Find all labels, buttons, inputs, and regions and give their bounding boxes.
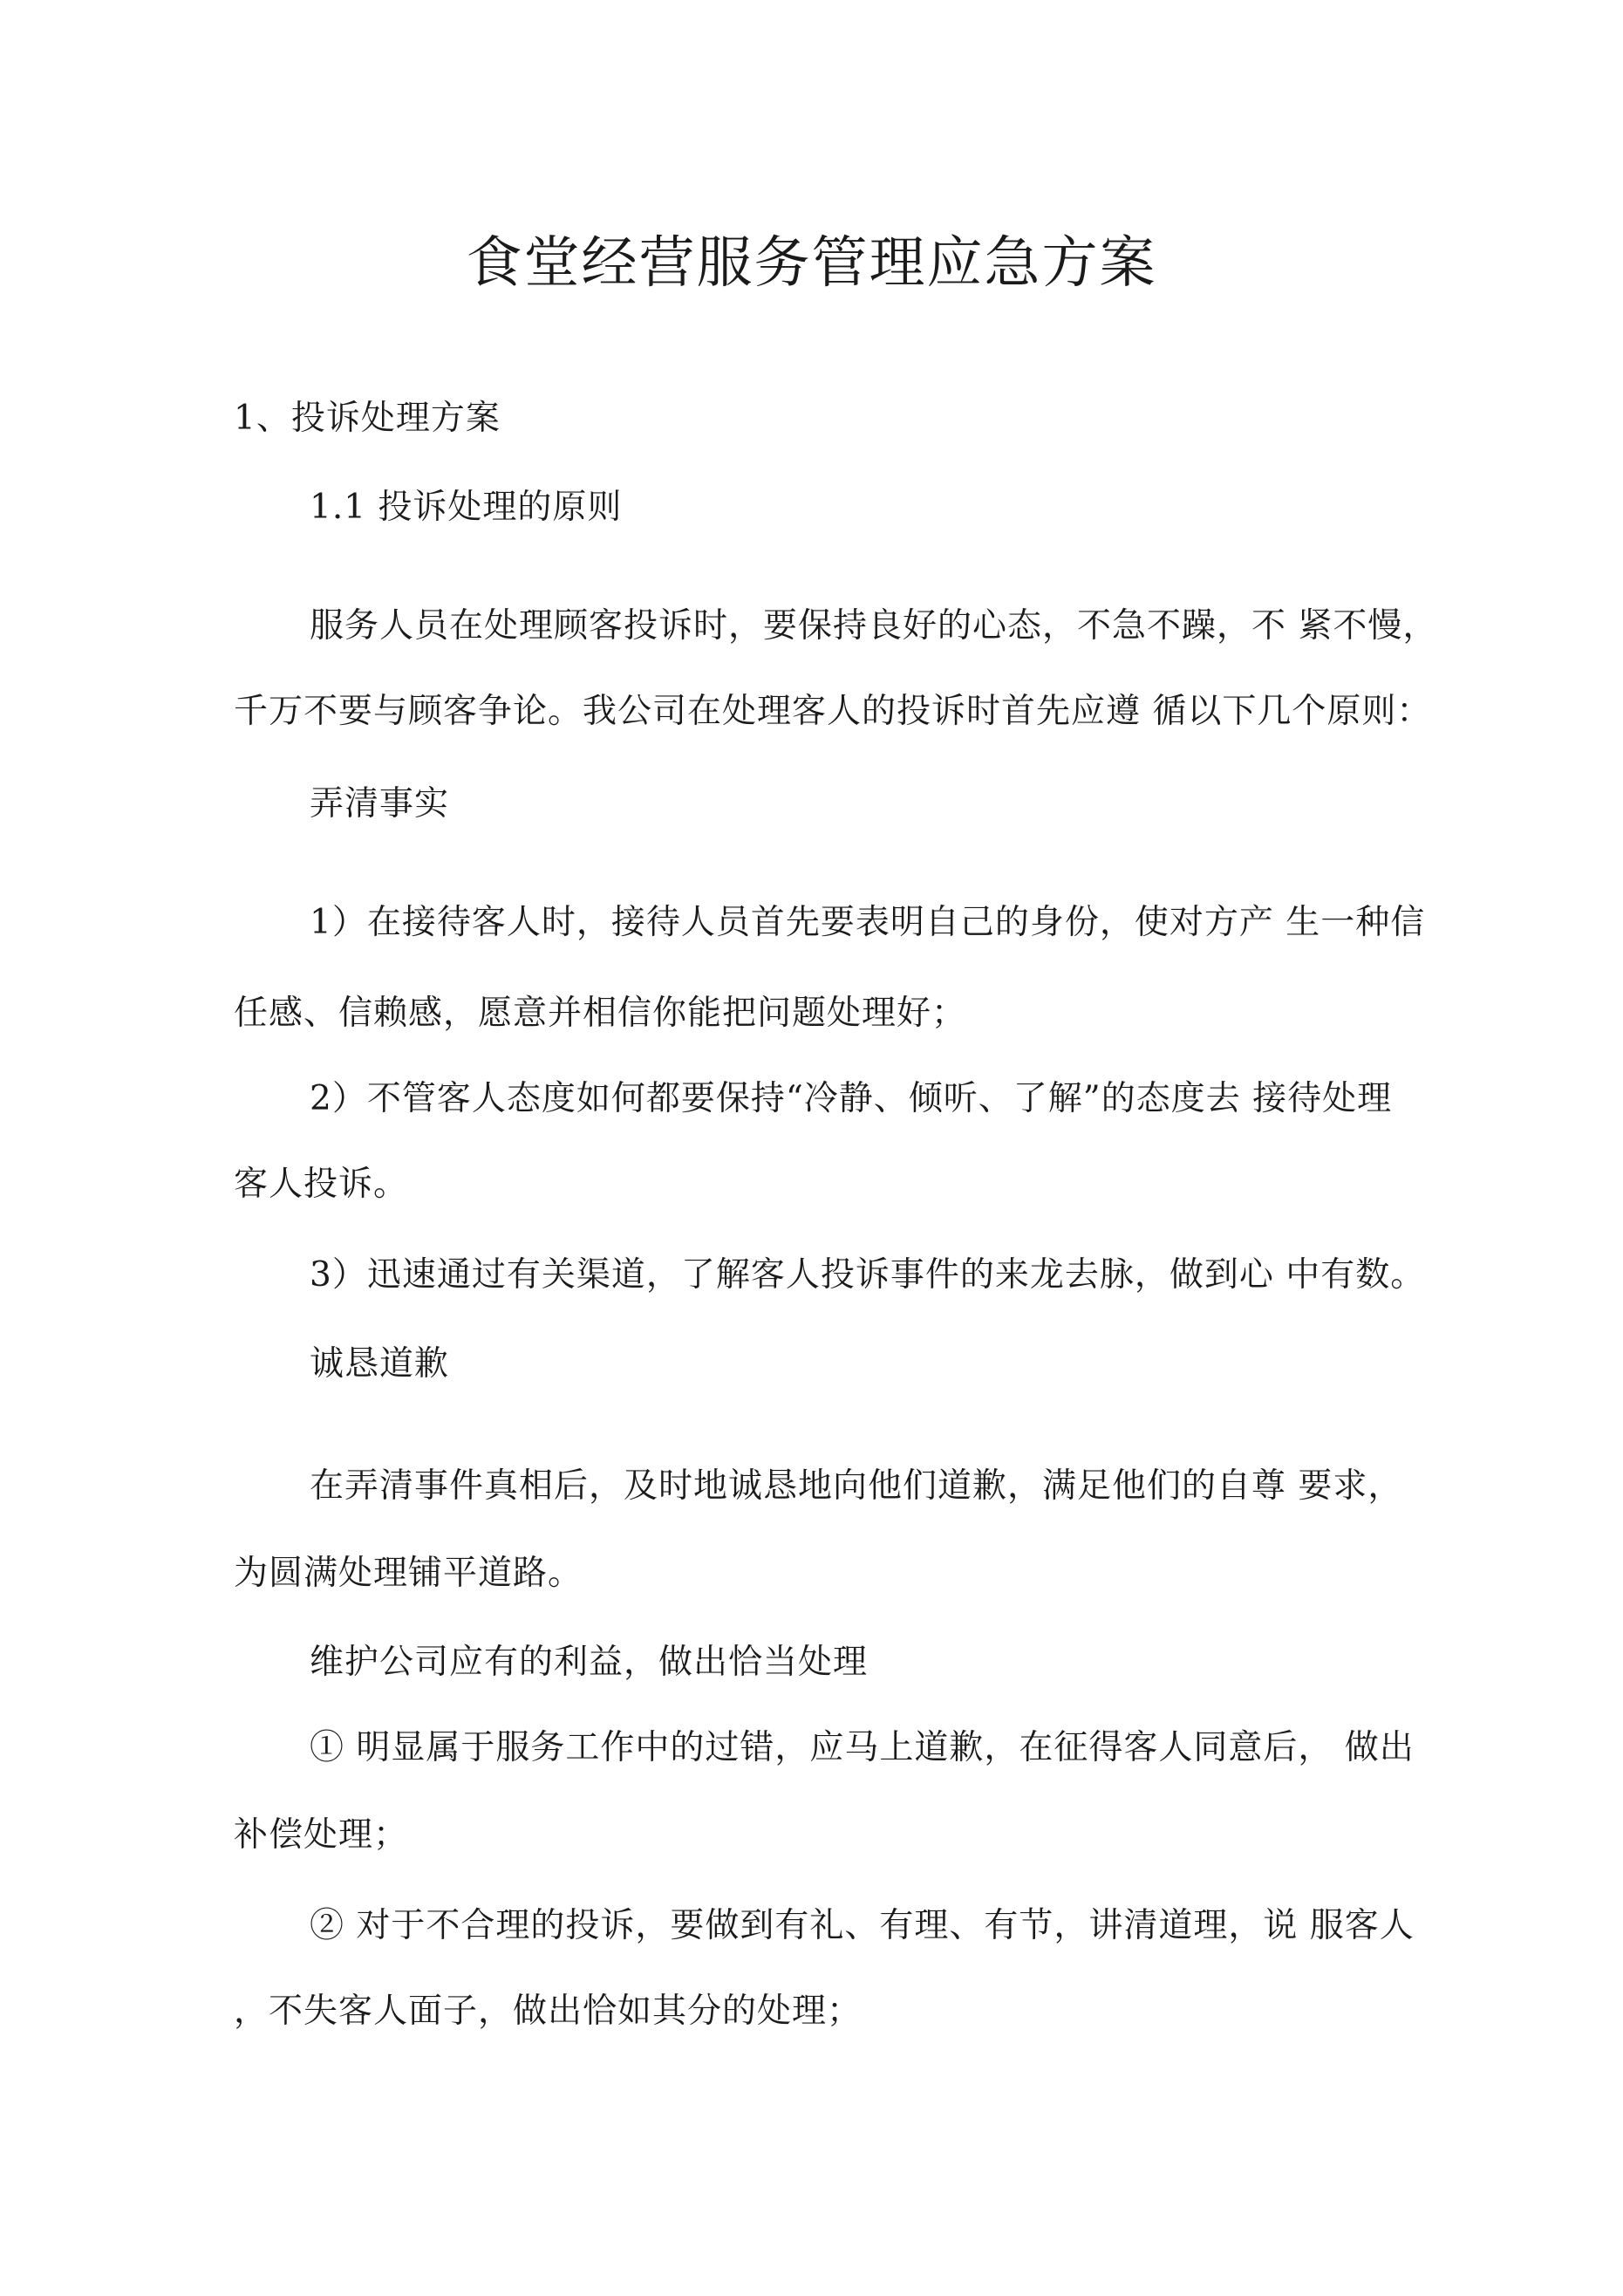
paragraph-line: 服务人员在处理顾客投诉时，要保持良好的心态，不急不躁，不 紧不慢， [310, 606, 1438, 646]
paragraph-line: 补偿处理； [234, 1815, 409, 1855]
paragraph-line: 为圆满处理铺平道路。 [234, 1554, 583, 1593]
paragraph-line: ② 对于不合理的投诉，要做到有礼、有理、有节，讲清道理，说 服客人 [310, 1906, 1415, 1945]
paragraph-line: 在弄清事件真相后，及时地诚恳地向他们道歉，满足他们的自尊 要求， [310, 1466, 1403, 1506]
paragraph-line: 2）不管客人态度如何都要保持“冷静、倾听、了解”的态度去 接待处理 [310, 1079, 1393, 1118]
item-heading: 维护公司应有的利益，做出恰当处理 [310, 1643, 869, 1682]
subsection-heading: 1.1 投诉处理的原则 [310, 488, 623, 527]
paragraph-line: 任感、信赖感，愿意并相信你能把问题处理好； [234, 994, 967, 1033]
paragraph-line: 客人投诉。 [234, 1165, 409, 1204]
paragraph-line: ① 明显属于服务工作中的过错，应马上道歉，在征得客人同意后， 做出 [310, 1728, 1415, 1767]
item-heading: 诚恳道歉 [310, 1344, 450, 1384]
section-heading: 1、投诉处理方案 [234, 399, 501, 438]
paragraph-line: 千万不要与顾客争论。我公司在处理客人的投诉时首先应遵 循以下几个原则： [234, 692, 1432, 731]
item-heading: 弄清事实 [310, 784, 450, 823]
document-title: 食堂经营服务管理应急方案 [466, 231, 1157, 296]
paragraph-line: 1）在接待客人时，接待人员首先要表明自己的身份，使对方产 生一种信 [310, 903, 1426, 942]
paragraph-line: 3）迅速通过有关渠道，了解客人投诉事件的来龙去脉，做到心 中有数。 [310, 1255, 1426, 1295]
paragraph-line: ，不失客人面子，做出恰如其分的处理； [234, 1992, 863, 2031]
